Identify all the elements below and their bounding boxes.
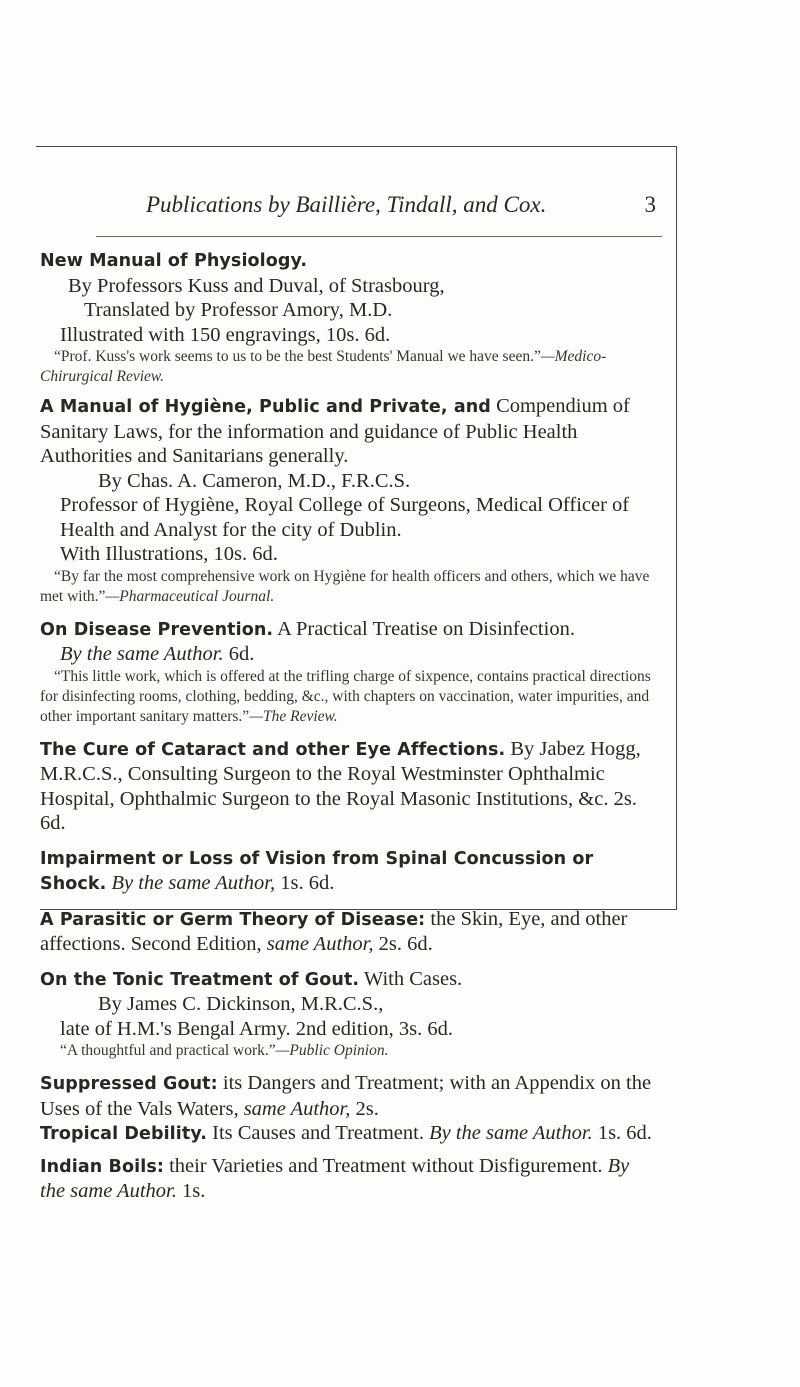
- catalogue-entry: [40, 1071, 658, 1121]
- review-quote: [40, 347, 658, 387]
- catalogue-entry: [40, 248, 658, 387]
- entry-subtitle: the Skin, Eye, and other affections. Second Edition,: [40, 907, 628, 955]
- entry-price: 1s.: [176, 1180, 206, 1202]
- review-quote: [40, 567, 658, 607]
- entry-subtitle: its Dangers and Treatment; with an Appendix on the Uses of the Vals Waters,: [40, 1072, 652, 1120]
- review-quote: [40, 1041, 658, 1061]
- running-header: [40, 192, 656, 232]
- catalogue-entry: [40, 967, 658, 1062]
- entry-byline: By Chas. A. Cameron, M.D., F.R.C.S.: [98, 469, 411, 492]
- quote-text: “This little work, which is offered at the trifling charge of sixpence, contains practical directions for disinfecting rooms, clothing, bedding, &c., with chapters on vaccination, water impurities, and other important sanitary matters.”: [40, 667, 651, 725]
- entry-subtitle: Its Causes and Treatment.: [207, 1122, 424, 1144]
- entry-title: Tropical Debility.: [40, 1124, 207, 1144]
- entry-price-line: With Illustrations, 10s. 6d.: [60, 543, 278, 565]
- entry-title: A Manual of Hygiène, Public and Private, and: [40, 397, 491, 417]
- review-quote: [40, 667, 658, 727]
- entry-price: 2s.: [350, 1097, 379, 1120]
- entry-affiliation: Professor of Hygiène, Royal College of Surgeons, Medical Officer of Health and Analyst for the city of Dublin.: [60, 494, 630, 541]
- entry-subtitle: Compendium of Sanitary Laws, for the information and guidance of Public Health Authorities and Sanitarians generally.: [40, 395, 630, 467]
- catalogue-entry: [40, 1154, 658, 1204]
- entry-price-line: late of H.M.'s Bengal Army. 2nd edition, 3s. 6d.: [60, 1017, 453, 1040]
- catalogue-entry: [40, 617, 658, 727]
- header-rule: [96, 236, 662, 237]
- entry-subtitle: With Cases.: [359, 967, 463, 990]
- entry-price: 1s. 6d.: [275, 872, 335, 894]
- entry-byline: By James C. Dickinson, M.R.C.S.,: [98, 993, 384, 1015]
- running-title: Publications by Baillière, Tindall, and Cox.: [146, 192, 547, 217]
- entry-title: Indian Boils:: [40, 1156, 164, 1177]
- entry-title: Suppressed Gout:: [40, 1074, 218, 1094]
- catalogue-entry: [40, 737, 658, 836]
- entry-price: 2s. 6d.: [373, 933, 433, 955]
- quote-text: “A thoughtful and practical work.”: [60, 1042, 276, 1059]
- entry-translator: Translated by Professor Amory, M.D.: [84, 299, 393, 321]
- entry-byline: same Author,: [238, 1097, 351, 1120]
- entry-byline: By the same Author.: [423, 1122, 593, 1144]
- entry-title: Impairment or Loss of Vision from Spinal Concussion or Shock.: [40, 848, 594, 894]
- entry-subtitle: By Jabez Hogg, M.R.C.S., Consulting Surgeon to the Royal Westminster Ophthalmic Hospital, Ophthalmic Surgeon to the Royal Masonic Institutions, &c. 2s. 6d.: [40, 737, 641, 834]
- entry-byline: same Author,: [261, 933, 374, 955]
- catalogue-entry: [40, 907, 658, 957]
- quote-source: —Medico-Chirurgical Review.: [40, 348, 607, 385]
- entry-title: On Disease Prevention.: [40, 619, 274, 640]
- quote-text: “By far the most comprehensive work on Hygiène for health officers and others, which we have met with.”: [40, 567, 650, 605]
- entry-price: 1s. 6d.: [592, 1122, 652, 1144]
- quote-text: “Prof. Kuss's work seems to us to be the best Students' Manual we have seen.”: [54, 348, 541, 365]
- entry-byline: By the same Author,: [106, 872, 276, 894]
- catalogue-entry: [40, 846, 658, 897]
- entry-title: New Manual of Physiology.: [40, 251, 308, 271]
- entry-price-line: Illustrated with 150 engravings, 10s. 6d.: [60, 323, 391, 346]
- frame-top-rule: [36, 146, 677, 147]
- entry-subtitle: A Practical Treatise on Disinfection.: [273, 617, 575, 640]
- quote-source: —Pharmaceutical Journal.: [105, 587, 275, 605]
- entry-byline: By Professors Kuss and Duval, of Strasbourg,: [68, 274, 445, 297]
- quote-source: —The Review.: [249, 707, 338, 725]
- entry-title: On the Tonic Treatment of Gout.: [40, 969, 360, 990]
- entry-price: 6d.: [223, 643, 255, 665]
- frame-right-rule: [676, 146, 677, 910]
- entry-title: A Parasitic or Germ Theory of Disease:: [40, 909, 426, 930]
- entry-title: The Cure of Cataract and other Eye Affections.: [40, 739, 506, 760]
- catalogue-entry: [40, 1121, 658, 1147]
- entry-byline: By the same Author.: [40, 1154, 630, 1202]
- catalogue-body: [40, 248, 658, 1204]
- entry-subtitle: their Varieties and Treatment without Disfigurement.: [163, 1154, 603, 1177]
- entry-byline: By the same Author.: [60, 643, 224, 665]
- catalogue-entry: [40, 394, 658, 607]
- page-number: 3: [644, 192, 656, 217]
- quote-source: —Public Opinion.: [275, 1042, 389, 1059]
